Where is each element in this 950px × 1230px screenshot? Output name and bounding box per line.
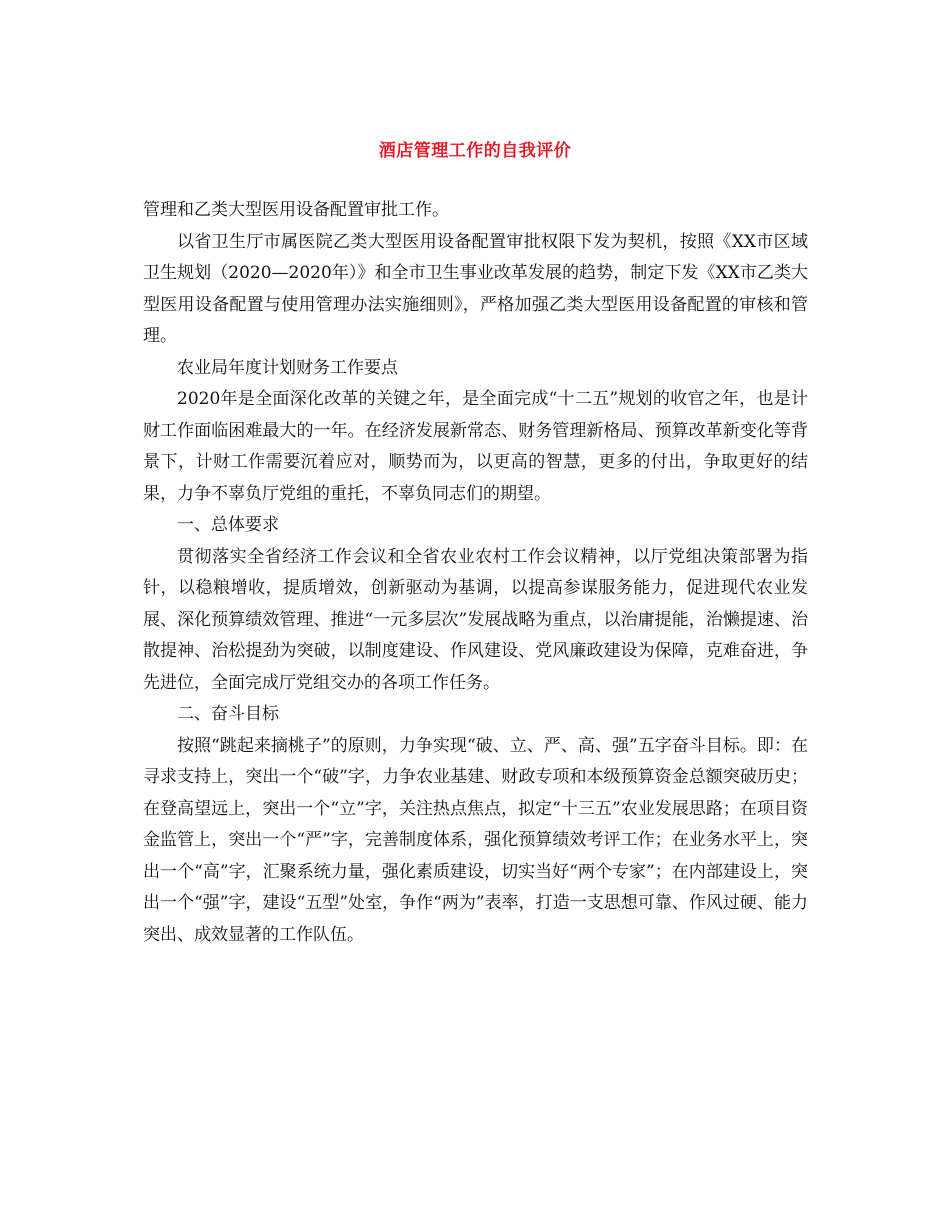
paragraph: 按照“跳起来摘桃子”的原则，力争实现“破、立、严、高、强”五字奋斗目标。即：在寻求支持上，突出一个“破”字，力争农业基建、财政专项和本级预算资金总额突破历史；在登高望远上，突出一个“立”字，关注热点焦点，拟定“十三五”农业发展思路；在项目资金监管上，突出一个“严”字，完善制度体系，强化预算绩效考评工作；在业务水平上，突出一个“高”字，汇聚系统力量，强化素质建设，切实当好“两个专家”；在内部建设上，突出一个“强”字，建设“五型”处室，争作“两为”表率，打造一支思想可靠、作风过硬、能力突出、成效显著的工作队伍。 (143, 735, 808, 945)
paragraph: 2020年是全面深化改革的关键之年，是全面完成“十二五”规划的收官之年，也是计财工作面临困难最大的一年。在经济发展新常态、财务管理新格局、预算改革新变化等背景下，计财工作需要沉着应对，顺势而为，以更高的智慧，更多的付出，争取更好的结果，力争不辜负厅党组的重托，不辜负同志们的期望。 (143, 389, 808, 504)
section-heading: 农业局年度计划财务工作要点 (177, 357, 398, 378)
section-heading: 一、总体要求 (177, 515, 279, 535)
paragraph: 管理和乙类大型医用设备配置审批工作。 (143, 200, 449, 220)
section-heading: 二、奋斗目标 (177, 704, 279, 724)
paragraph: 以省卫生厅市属医院乙类大型医用设备配置审批权限下发为契机，按照《XX市区域卫生规划（2020—2020年）》和全市卫生事业改革发展的趋势，制定下发《XX市乙类大型医用设备配置与使用管理办法实施细则》，严格加强乙类大型医用设备配置的审核和管理。 (143, 231, 808, 346)
paragraph: 贯彻落实全省经济工作会议和全省农业农村工作会议精神，以厅党组决策部署为指针，以稳粮增收，提质增效，创新驱动为基调，以提高参谋服务能力，促进现代农业发展、深化预算绩效管理、推进“一元多层次”发展战略为重点，以治庸提能，治懒提速、治散提神、治松提劲为突破，以制度建设、作风建设、党风廉政建设为保障，克难奋进，争先进位，全面完成厅党组交办的各项工作任务。 (143, 546, 808, 693)
document-title: 酒店管理工作的自我评价 (378, 141, 572, 161)
document-body (143, 195, 808, 951)
